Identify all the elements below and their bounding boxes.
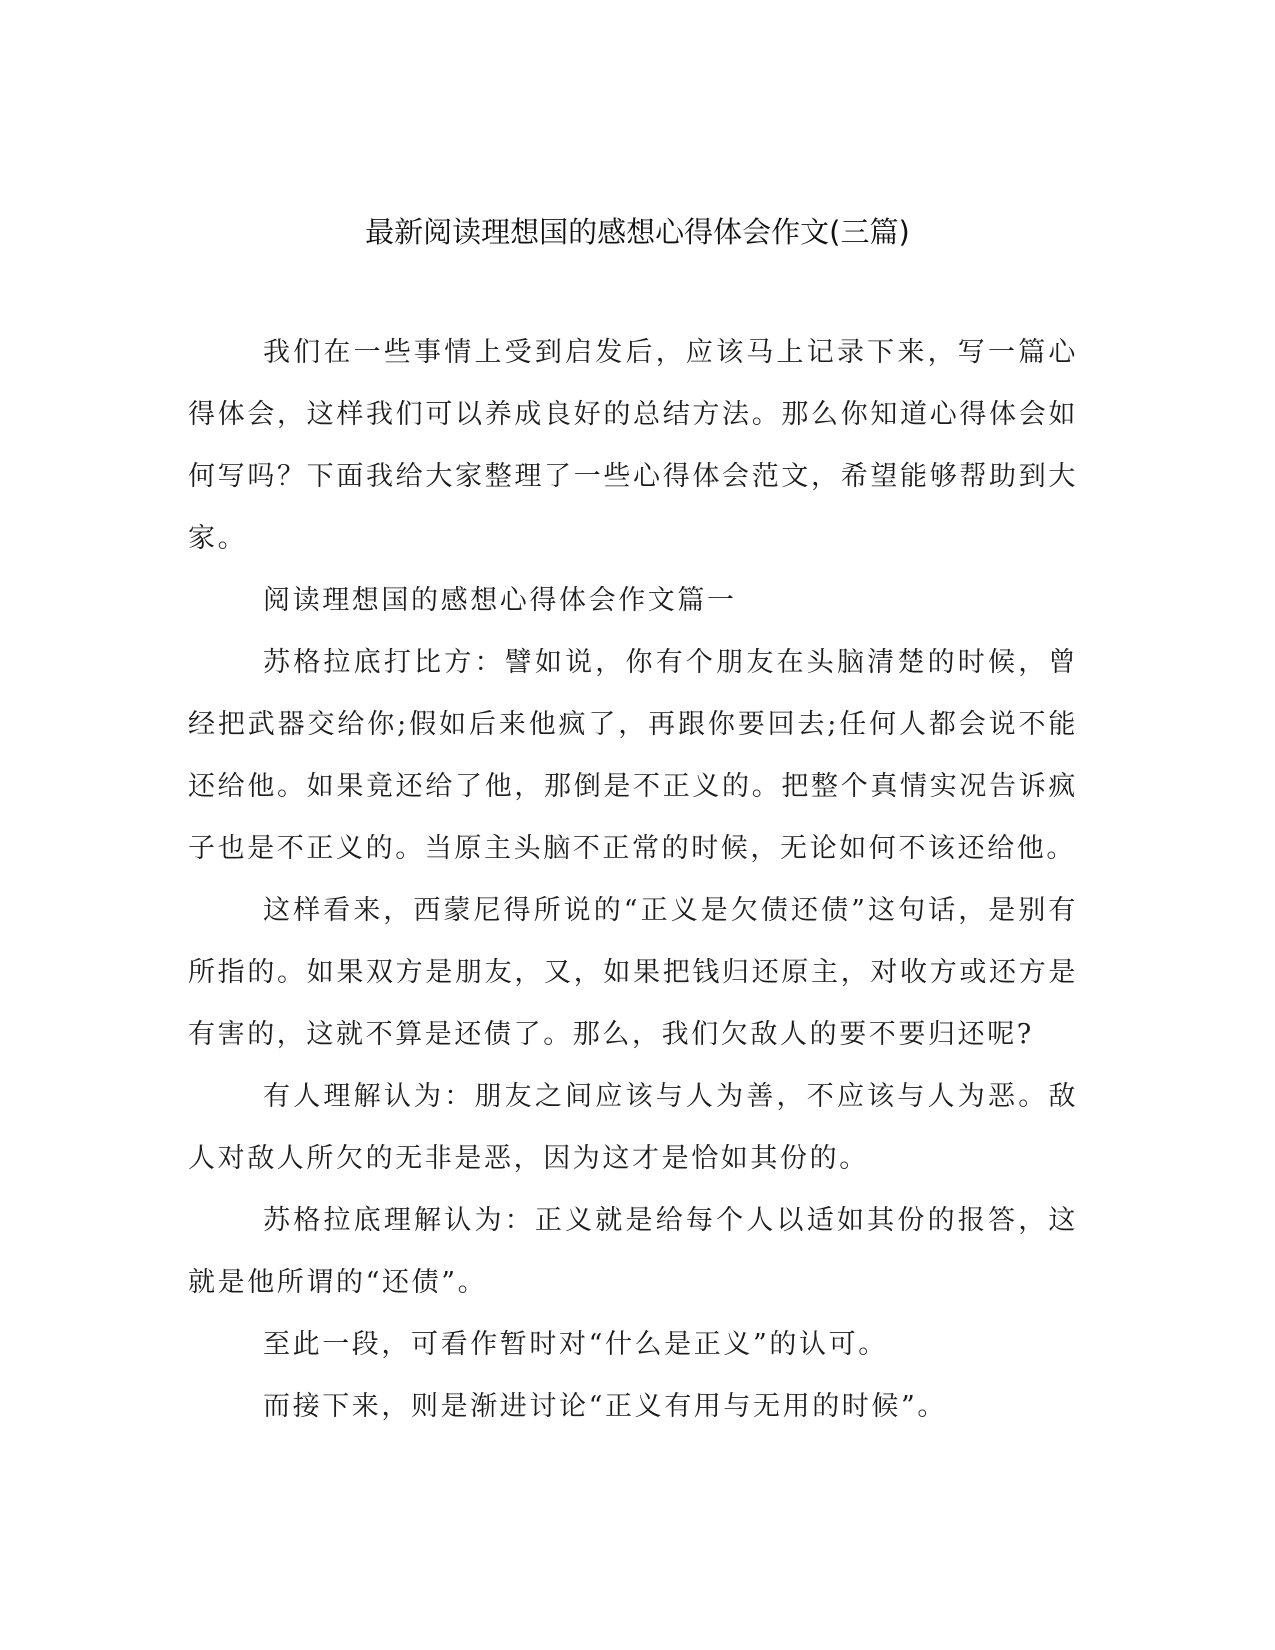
paragraph: 苏格拉底理解认为：正义就是给每个人以适如其份的报答，这就是他所谓的“还债”。	[188, 1205, 1078, 1298]
document-title: 最新阅读理想国的感想心得体会作文(三篇)	[365, 215, 910, 249]
paragraph: 苏格拉底打比方：譬如说，你有个朋友在头脑清楚的时候，曾经把武器交给你;假如后来他疯了，再跟你要回去;任何人都会说不能还给他。如果竟还给了他，那倒是不正义的。把整个真情实况告诉疯子也是不正义的。当原主头脑不正常的时候，无论如何不该还给他。	[188, 647, 1078, 864]
document-body	[188, 322, 1078, 1438]
paragraph: 至此一段，可看作暂时对“什么是正义”的认可。	[263, 1329, 888, 1360]
paragraph: 这样看来，西蒙尼得所说的“正义是欠债还债”这句话，是别有所指的。如果双方是朋友，又，如果把钱归还原主，对收方或还方是有害的，这就不算是还债了。那么，我们欠敌人的要不要归还呢?	[188, 895, 1078, 1050]
paragraph: 有人理解认为：朋友之间应该与人为善，不应该与人为恶。敌人对敌人所欠的无非是恶，因为这才是恰如其份的。	[188, 1081, 1078, 1174]
section-heading: 阅读理想国的感想心得体会作文篇一	[263, 585, 737, 616]
paragraph: 而接下来，则是渐进讨论“正义有用与无用的时候”。	[263, 1391, 948, 1422]
paragraph-intro: 我们在一些事情上受到启发后，应该马上记录下来，写一篇心得体会，这样我们可以养成良好的总结方法。那么你知道心得体会如何写吗？下面我给大家整理了一些心得体会范文，希望能够帮助到大家。	[188, 337, 1078, 554]
